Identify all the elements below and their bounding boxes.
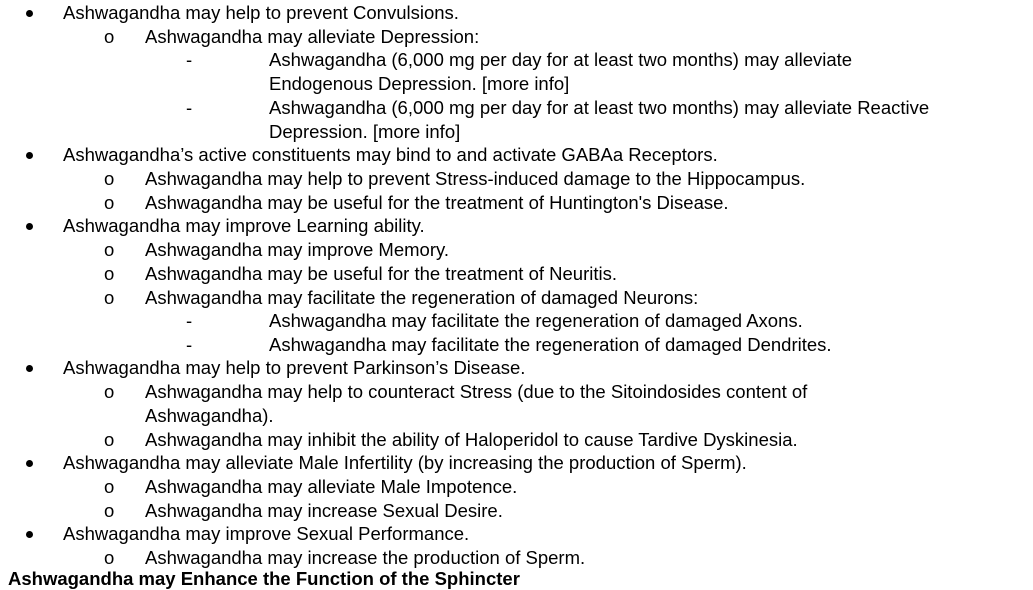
sub-bullet-marker: o: [104, 192, 115, 213]
list-item-level3: Ashwagandha (6,000 mg per day for at least two months) may alleviate: [269, 49, 853, 70]
bullet-marker: [26, 152, 33, 159]
bullet-marker: [26, 10, 33, 17]
list-item-level1: Ashwagandha may help to prevent Parkinson’s Disease.: [63, 357, 526, 378]
list-item-level2: Ashwagandha may alleviate Male Impotence.: [145, 476, 518, 497]
sub-bullet-marker: o: [104, 239, 115, 260]
list-item-continuation: Ashwagandha).: [145, 405, 274, 426]
bullet-marker: [26, 531, 33, 538]
list-item-level2: Ashwagandha may facilitate the regeneration of damaged Neurons:: [145, 287, 699, 308]
dash-marker: -: [186, 97, 193, 118]
list-item-level1: Ashwagandha may improve Sexual Performance.: [63, 523, 470, 544]
sub-bullet-marker: o: [104, 476, 115, 497]
list-item-level2: Ashwagandha may be useful for the treatment of Neuritis.: [145, 263, 618, 284]
list-item-level3: Ashwagandha may facilitate the regeneration of damaged Axons.: [269, 310, 803, 331]
bullet-marker: [26, 365, 33, 372]
list-item-level2: Ashwagandha may improve Memory.: [145, 239, 450, 260]
list-item-level1: Ashwagandha may alleviate Male Infertility (by increasing the production of Sperm).: [63, 452, 747, 473]
dash-marker: -: [186, 310, 193, 331]
sub-bullet-marker: o: [104, 287, 115, 308]
list-item-level2: Ashwagandha may increase Sexual Desire.: [145, 500, 503, 521]
dash-marker: -: [186, 334, 193, 355]
sub-bullet-marker: o: [104, 26, 115, 47]
list-item-level2: Ashwagandha may help to prevent Stress-induced damage to the Hippocampus.: [145, 168, 806, 189]
list-item-continuation: Endogenous Depression. [more info]: [269, 73, 570, 94]
sub-bullet-marker: o: [104, 381, 115, 402]
list-item-continuation: Depression. [more info]: [269, 121, 461, 142]
sub-bullet-marker: o: [104, 429, 115, 450]
list-item-level3: Ashwagandha may facilitate the regeneration of damaged Dendrites.: [269, 334, 832, 355]
dash-marker: -: [186, 49, 193, 70]
bullet-marker: [26, 460, 33, 467]
list-item-level2: Ashwagandha may alleviate Depression:: [145, 26, 480, 47]
list-item-level1: Ashwagandha may help to prevent Convulsions.: [63, 2, 459, 23]
sub-bullet-marker: o: [104, 168, 115, 189]
list-item-level2: Ashwagandha may be useful for the treatment of Huntington's Disease.: [145, 192, 729, 213]
list-item-level2: Ashwagandha may inhibit the ability of Haloperidol to cause Tardive Dyskinesia.: [145, 429, 798, 450]
section-heading-cutoff: Ashwagandha may Enhance the Function of the Sphincter: [8, 568, 520, 589]
list-item-level1: Ashwagandha’s active constituents may bind to and activate GABAa Receptors.: [63, 144, 718, 165]
list-item-level2: Ashwagandha may increase the production of Sperm.: [145, 547, 586, 568]
sub-bullet-marker: o: [104, 547, 115, 568]
bullet-marker: [26, 223, 33, 230]
sub-bullet-marker: o: [104, 263, 115, 284]
list-item-level3: Ashwagandha (6,000 mg per day for at least two months) may alleviate Reactive: [269, 97, 930, 118]
list-item-level2: Ashwagandha may help to counteract Stress (due to the Sitoindosides content of: [145, 381, 808, 402]
sub-bullet-marker: o: [104, 500, 115, 521]
list-item-level1: Ashwagandha may improve Learning ability.: [63, 215, 425, 236]
